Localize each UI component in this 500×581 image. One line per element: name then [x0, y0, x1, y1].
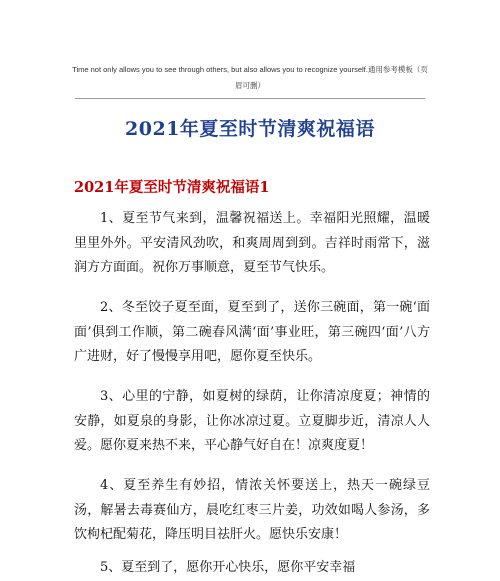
header-divider — [75, 98, 425, 99]
paragraph: 4、夏至养生有妙招，情浓关怀要送上，热天一碗绿豆汤，解暑去毒赛仙方，晨吃红枣三片姜，功效如喝人参汤，多饮枸杞配菊花，降压明目祛肝火。愿快乐安康！ — [74, 478, 430, 542]
paragraph: 1、夏至节气来到，温馨祝福送上。幸福阳光照耀，温暖里里外外。平安清风劲吹，和爽周周到到。吉祥时雨常下，滋润方方面面。祝你万事顺意，夏至节气快乐。 — [74, 211, 430, 275]
document-title: 2021年夏至时节清爽祝福语 — [125, 118, 375, 140]
paragraph: 3、心里的宁静，如夏树的绿荫，让你清凉度夏；神情的安静，如夏泉的身影，让你冰凉过夏。立夏脚步近，清凉人人爱。愿你夏来热不来，平心静气好自在！凉爽度夏！ — [74, 389, 430, 453]
paragraph-partial: 5、夏至到了，愿你开心快乐，愿你平安幸福 — [100, 560, 356, 575]
section-heading: 2021年夏至时节清爽祝福语1 — [74, 179, 270, 196]
page-header-note: Time not only allows you to see through others, but also allows you to recognize yourself.通用参考模板（页眉可删） — [72, 65, 428, 90]
paragraph: 2、冬至饺子夏至面，夏至到了，送你三碗面，第一碗‘面面’俱到工作顺，第二碗春风满‘面’事业旺，第三碗四‘面’八方广进财，好了慢慢享用吧，愿你夏至快乐。 — [74, 300, 430, 364]
